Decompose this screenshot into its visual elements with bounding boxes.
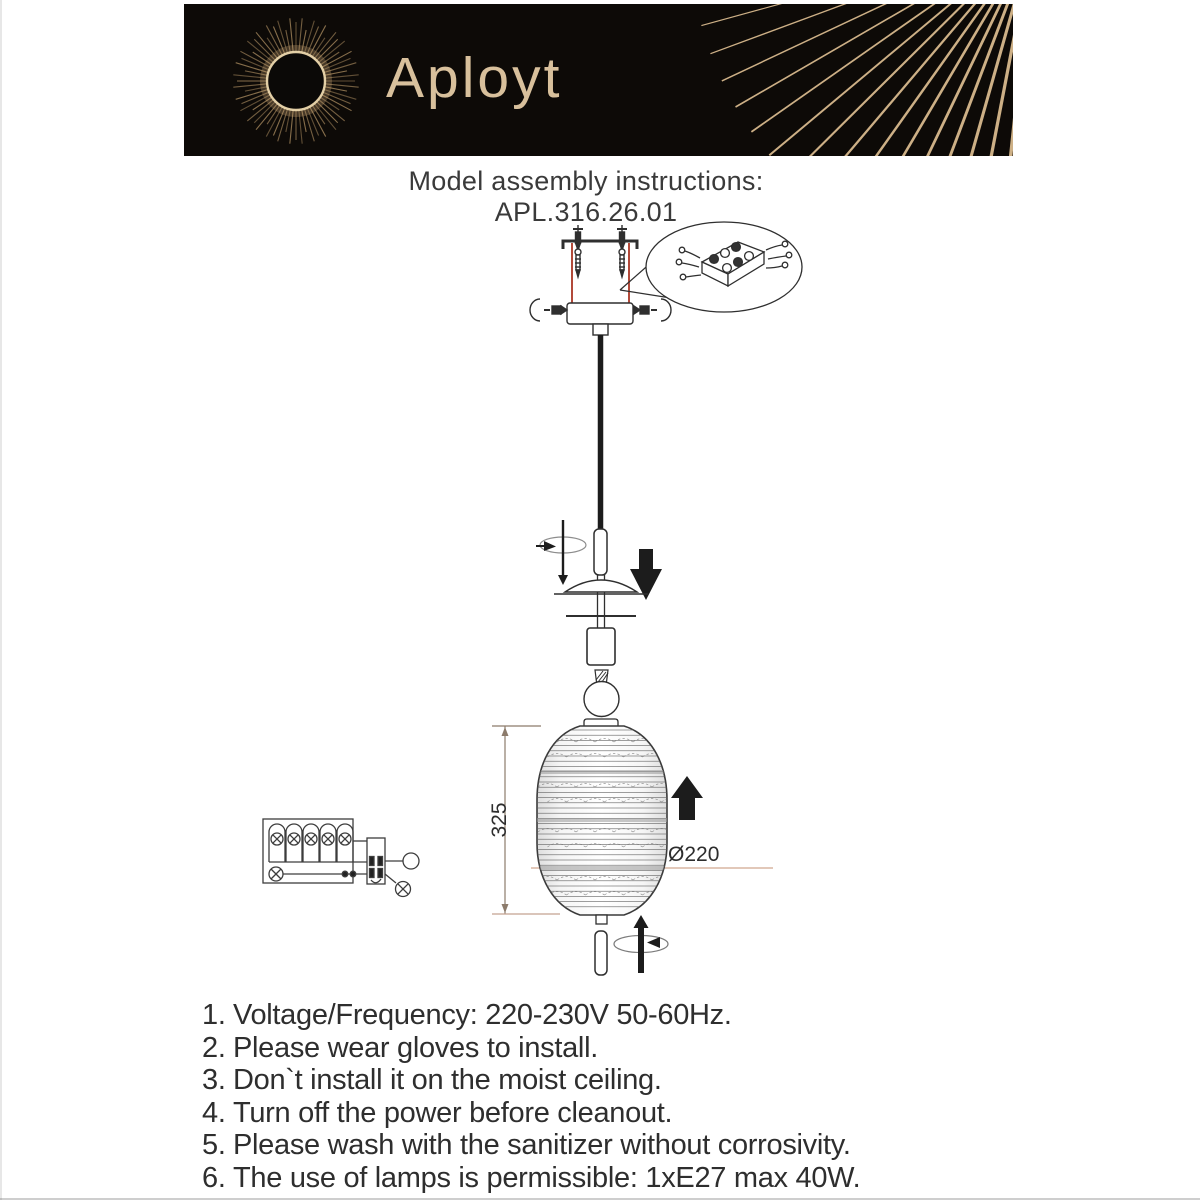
instruction-item [202, 1162, 860, 1195]
plate-screw-icon [575, 249, 625, 277]
instruction-item [202, 999, 860, 1032]
instruction-number: 2. [202, 1031, 226, 1064]
instruction-number: 3. [202, 1064, 226, 1097]
light-bulb-icon [584, 670, 619, 717]
dome-cap-icon [565, 580, 637, 592]
bottom-finial [595, 931, 607, 975]
instruction-text: Voltage/Frequency: 220-230V 50-60Hz. [233, 999, 732, 1031]
height-label: 325 [488, 802, 511, 838]
instruction-text: The use of lamps is permissible: 1xE27 max 40W. [233, 1161, 861, 1194]
instruction-item [202, 1032, 860, 1065]
instruction-text: Please wear gloves to install. [233, 1031, 598, 1064]
instruction-number: 4. [202, 1096, 226, 1129]
up-arrow-icon [671, 776, 703, 820]
cord-grip [594, 529, 607, 575]
instruction-item [202, 1129, 860, 1162]
instruction-number: 1. [202, 999, 226, 1031]
instruction-text: Please wash with the sanitizer without corrosivity. [233, 1129, 851, 1162]
lamp-shade-icon [537, 719, 681, 924]
mounting-plate [563, 241, 637, 249]
lamp-socket-icon [587, 628, 615, 665]
model-number: APL.316.26.01 [494, 197, 678, 227]
page-title: Model assembly instructions: [408, 166, 764, 196]
wiring-diagram-icon [263, 819, 419, 897]
instruction-item [202, 1097, 860, 1130]
terminal-block-callout [620, 222, 802, 312]
instruction-text: Don`t install it on the moist ceiling. [233, 1064, 662, 1097]
brand-name: Aployt [386, 46, 563, 110]
scan-artifact [0, 0, 2, 1200]
instruction-number: 6. [202, 1161, 226, 1194]
instruction-number: 5. [202, 1129, 226, 1162]
instruction-list [202, 999, 860, 1195]
diameter-label: Ø220 [668, 843, 720, 866]
instruction-text: Turn off the power before cleanout. [233, 1096, 673, 1129]
instruction-item [202, 1064, 860, 1097]
anchor-screw-icon [573, 225, 627, 250]
rotate-arrow-icon-lower [614, 915, 668, 973]
rotate-arrow-icon-upper [536, 520, 586, 585]
